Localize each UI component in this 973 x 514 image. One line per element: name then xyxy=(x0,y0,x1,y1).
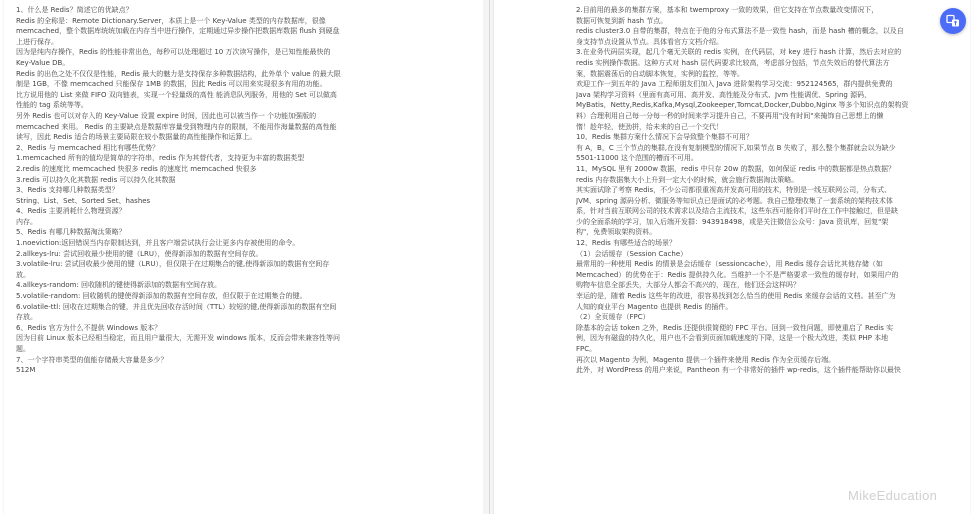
left-page-text-line: 题。 xyxy=(16,345,30,353)
right-page-text-line: 再次以 Magento 为例，Magento 提供一个插件来使用 Redis 作为全页缓存后端。 xyxy=(576,355,836,364)
right-page-text-line: 少的全面系统的学习，加入后端开发群：943918498，或是关注微信公众号：Java 资讯库，回复"架 xyxy=(576,217,889,226)
right-page-text-line: redis 实例操作数据。这种方式对 hash 层代码要求比较高，考虑部分包括，节点失效后的替代算法方 xyxy=(576,58,890,67)
left-page-text-line: 1.memcached 所有的值均是简单的字符串，redis 作为其替代者，支持更为丰富的数据类型 xyxy=(16,154,305,163)
left-page-text-line: 6.volatile-ttl: 回收在过期集合的键，并且优先回收存活时间（TTL）较短的键,使得新添加的数据有空间 xyxy=(16,302,337,311)
left-page-text-line: 制是 1GB，不像 memcached 只能保存 1MB 的数据，因此 Redis 可以用来实现很多有用的功能。 xyxy=(16,80,327,89)
right-page-text-line: Java 架构学习资料（里面有高可用、高并发、高性能及分布式、Jvm 性能调优、Spring 源码， xyxy=(576,90,872,99)
right-page-text-line: 5501-11000 这个范围的槽而不可用。 xyxy=(576,154,698,163)
watermark: MikeEducation xyxy=(848,488,938,503)
left-page-text-line: 读写，因此 Redis 适合的场景主要局限在较小数据量的高性能操作和运算上。 xyxy=(16,133,257,142)
right-page-text-line: 例，因为有磁盘的持久化，用户也不会看到页面加载速度的下降，这是一个极大改进，类似 PHP 本地 xyxy=(576,334,889,343)
left-page-text-line: 5.volatile-random: 回收随机的键使得新添加的数据有空间存放，但仅限于在过期集合的键。 xyxy=(16,292,307,301)
left-page-text-line: 1、什么是 Redis？简述它的优缺点？ xyxy=(16,6,133,14)
left-page-text-line: 比方说用他的 List 来做 FIFO 双向链表，实现一个轻量级的高性 能消息队列服务，用他的 Set 可以做高 xyxy=(16,90,337,99)
left-page-text-line: 因为目前 Linux 版本已经相当稳定，而且用户量很大，无需开发 windows 版本，反而会带来兼容性等问 xyxy=(16,334,340,343)
right-page-text-line: 欢迎工作一到五年的 Java 工程师朋友们加入 Java 进阶架构学习交流：952124565，群内提供免费的 xyxy=(576,80,893,89)
right-page-text-line: Memcached）的优势在于：Redis 提供持久化。当维护一个不是严格要求一致性的缓存时，如果用户的 xyxy=(576,270,899,279)
right-page-text-line: FPC。 xyxy=(576,345,597,353)
right-page-text-line: 构"，免费领取架构资料。 xyxy=(576,228,657,237)
right-page-text-line: 人知的商业平台 Magento 也提供 Redis 的插件。 xyxy=(576,302,733,311)
left-page-text-line: 性能的 tag 系统等等。 xyxy=(16,101,88,110)
right-page-text-line: 购物车信息全部丢失，大部分人都会不高兴的，现在，他们还会这样吗？ xyxy=(576,281,800,290)
left-page-text-line: Redis 的全称是：Remote Dictionary.Server，本质上是一个 Key-Value 类型的内存数据库，很像 xyxy=(16,16,326,25)
right-page-text-line: 3.在业务代码层实现，起几个毫无关联的 redis 实例，在代码层，对 key 进行 hash 计算，然后去对应的 xyxy=(576,48,902,57)
left-page-text-line: 1.noeviction:返回错误当内存限制达到，并且客户端尝试执行会让更多内存被使用的命令。 xyxy=(16,239,300,248)
right-page-text-line: 有 A，B，C 三个节点的集群,在没有复制模型的情况下,如果节点 B 失败了，那么整个集群就会以为缺少 xyxy=(576,143,896,152)
right-page-text-line: 2.目前用的最多的集群方案，基本和 twemproxy 一致的效果，但它支持在节点数量改变情况下， xyxy=(576,6,879,14)
left-page-text-line: String、List、Set、Sorted Set、hashes xyxy=(16,196,151,205)
translate-icon xyxy=(946,14,960,28)
left-page-text-line: Key-Value DB。 xyxy=(16,58,70,67)
right-page-text-line: （2）全页缓存（FPC） xyxy=(576,313,650,322)
right-page-text-line: 除基本的会话 token 之外，Redis 还提供很简便的 FPC 平台。回到一致性问题，即使重启了 Redis 实 xyxy=(576,323,894,332)
left-page-text-line: memcached 来用。 Redis 的主要缺点是数据库容量受到物理内存的限制，不能用作海量数据的高性能 xyxy=(16,122,337,131)
document-page-right xyxy=(494,0,970,514)
document-page-left xyxy=(4,0,483,514)
right-page-text-line: 案，数据震荡后的自动脚本恢复，实例的监控，等等。 xyxy=(576,69,744,78)
left-page-text-line: 存放。 xyxy=(16,313,37,322)
right-page-text-line: JVM、spring 源码分析、微服务等知识点已是面试的必考题。我自己整理收集了一套系统的架构技术体 xyxy=(576,196,893,205)
left-page-text-line: 2、Redis 与 memcached 相比有哪些优势？ xyxy=(16,143,160,152)
right-page-text-line: 数据可恢复到新 hash 节点。 xyxy=(576,16,668,25)
right-page-text-line: 身支持节点设置从节点。具体看官方文档介绍。 xyxy=(576,37,723,46)
page-divider xyxy=(489,0,490,514)
right-page-text-line: 此外，对 WordPress 的用户来说，Pantheon 有一个非常好的插件 wp-redis，这个插件能帮助你以最快 xyxy=(576,366,901,375)
right-page-text-line: 幸运的是，随着 Redis 这些年的改进，很容易找到怎么恰当的使用 Redis 来缓存会话的文档。甚至广为 xyxy=(576,292,896,301)
right-page-text-line: 料）合理利用自己每一分每一秒的时间来学习提升自己，不要再用"没有时间"来掩饰自己思想上的懒 xyxy=(576,111,884,120)
page-left-text xyxy=(4,0,483,376)
right-page-text-line: 系，针对当前互联网公司的技术需求以及结合主流技术，这些东西可能你们平时在工作中接触过，但是缺 xyxy=(576,207,898,216)
left-page-text-line: 3.redis 可以持久化其数据 redis 可以持久化其数据 xyxy=(16,175,176,184)
left-page-text-line: 512M xyxy=(16,366,36,375)
left-page-text-line: 5、Redis 有哪几种数据淘汰策略？ xyxy=(16,228,126,237)
right-page-text-line: MyBatis，Netty,Redis,Kafka,Mysql,Zookeeper,Tomcat,Docker,Dubbo,Nginx 等多个知识点的架构资 xyxy=(576,101,909,110)
left-page-text-line: 上进行保存。 xyxy=(16,37,58,46)
right-page-text-line: （1）会话缓存（Session Cache） xyxy=(576,249,688,258)
left-page-text-line: Redis 的出色之处不仅仅是性能，Redis 最大的魅力是支持保存多种数据结构，此外单个 value 的最大限 xyxy=(16,69,341,78)
left-page-text-line: 因为是纯内存操作，Redis 的性能非常出色，每秒可以处理超过 10 万次读写操作，是已知性能最快的 xyxy=(16,48,331,57)
left-page-text-line: 2.redis 的速度比 memcached 快很多 redis 的速度比 memcached 快很多 xyxy=(16,164,257,173)
left-page-text-line: 6、Redis 官方为什么不提供 Windows 版本？ xyxy=(16,323,162,332)
right-page-text-line: redis 内存数据集大小上升到一定大小的时候，就会施行数据淘汰策略。 xyxy=(576,175,799,184)
page-right-text xyxy=(494,0,970,376)
right-page-text-line: 惰！趁年轻，使劲拼，给未来的自己一个交代！ xyxy=(576,122,723,131)
left-page-text-line: 3.volatile-lru: 尝试回收最少使用的键（LRU），但仅限于在过期集合的键,使得新添加的数据有空间存 xyxy=(16,260,330,269)
translate-button[interactable] xyxy=(940,8,966,34)
left-page-text-line: 内存。 xyxy=(16,217,37,226)
left-page-text-line: 4.allkeys-random: 回收随机的键使得新添加的数据有空间存放。 xyxy=(16,281,222,290)
right-page-text-line: 12、Redis 有哪些适合的场景？ xyxy=(576,239,677,248)
left-page-text-line: memcached，整个数据库统统加载在内存当中进行操作，定期通过异步操作把数据库数据 flush 到硬盘 xyxy=(16,27,340,36)
right-page-text-line: redis cluster3.0 自带的集群，特点在于他的分布式算法不是一致性 hash，而是 hash 槽的概念，以及自 xyxy=(576,27,904,36)
right-page-text-line: 10、Redis 集群方案什么情况下会导致整个集群不可用？ xyxy=(576,133,754,142)
right-page-text-line: 其实面试除了考察 Redis，不少公司都很重视高并发高可用的技术，特别是一线互联网公司，分布式、 xyxy=(576,186,892,195)
right-page-text-line: 最常用的一种使用 Redis 的情景是会话缓存（sessioncache），用 Redis 缓存会话比其他存储（如 xyxy=(576,260,883,269)
left-page-text-line: 7、一个字符串类型的值能存储最大容量是多少？ xyxy=(16,355,168,364)
right-page-text-line: 11、MySQL 里有 2000w 数据，redis 中只存 20w 的数据，如何保证 redis 中的数据都是热点数据？ xyxy=(576,164,896,173)
left-page-text-line: 放。 xyxy=(16,270,30,279)
left-page-text-line: 4、Redis 主要消耗什么物理资源？ xyxy=(16,207,126,216)
left-page-text-line: 3、Redis 支持哪几种数据类型？ xyxy=(16,186,119,195)
left-page-text-line: 另外 Redis 也可以对存入的 Key-Value 设置 expire 时间，因此也可以被当作一 个功能加强版的 xyxy=(16,111,317,120)
left-page-text-line: 2.allkeys-lru: 尝试回收最少使用的键（LRU），使得新添加的数据有空间存放。 xyxy=(16,249,263,258)
